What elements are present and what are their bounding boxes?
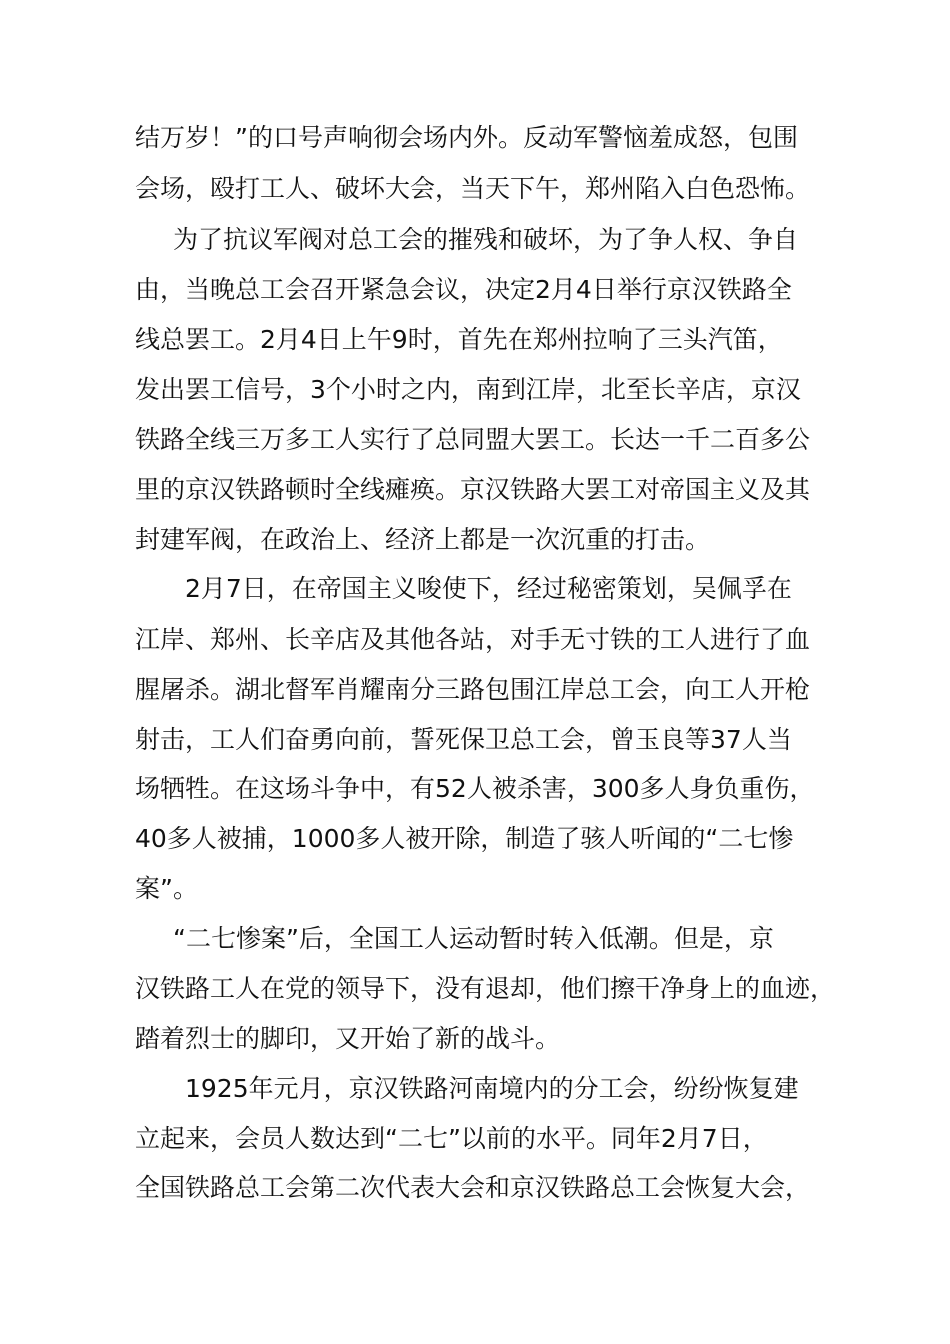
- text-line: 立起来，会员人数达到“二七”以前的水平。同年2月7日，: [135, 1124, 768, 1153]
- text-line: 40多人被捕，1000多人被开除，制造了骇人听闻的“二七惨: [135, 824, 794, 853]
- text-line: 场牺牲。在这场斗争中，有52人被杀害，300多人身负重伤，: [135, 774, 815, 803]
- text-line: 封建军阀，在政治上、经济上都是一次沉重的打击。: [135, 525, 711, 554]
- text-line: 2月7日，在帝国主义唆使下，经过秘密策划，吴佩孚在: [185, 574, 792, 603]
- text-line: “二七惨案”后，全国工人运动暂时转入低潮。但是，京: [173, 924, 774, 953]
- text-line: 射击，工人们奋勇向前，誓死保卫总工会，曾玉良等37人当: [135, 725, 792, 754]
- text-line: 结万岁！”的口号声响彻会场内外。反动军警恼羞成怒，包围: [135, 123, 798, 152]
- text-line: 腥屠杀。湖北督军肖耀南分三路包围江岸总工会，向工人开枪: [135, 675, 811, 704]
- text-line: 里的京汉铁路顿时全线瘫痪。京汉铁路大罢工对帝国主义及其: [135, 475, 811, 504]
- text-line: 案”。: [135, 874, 198, 903]
- text-line: 踏着烈士的脚印，又开始了新的战斗。: [135, 1024, 561, 1053]
- text-line: 江岸、郑州、长辛店及其他各站，对手无寸铁的工人进行了血: [135, 625, 811, 654]
- text-line: 全国铁路总工会第二次代表大会和京汉铁路总工会恢复大会，: [135, 1173, 811, 1202]
- text-line: 汉铁路工人在党的领导下，没有退却，他们擦干净身上的血迹，: [135, 974, 836, 1003]
- text-line: 为了抗议军阀对总工会的摧残和破坏，为了争人权、争自: [173, 225, 799, 254]
- text-line: 线总罢工。2月4日上午9时，首先在郑州拉响了三头汽笛，: [135, 325, 783, 354]
- text-line: 铁路全线三万多工人实行了总同盟大罢工。长达一千二百多公: [135, 425, 811, 454]
- text-line: 1925年元月，京汉铁路河南境内的分工会，纷纷恢复建: [185, 1074, 799, 1103]
- text-line: 会场，殴打工人、破坏大会，当天下午，郑州陷入白色恐怖。: [135, 174, 811, 203]
- text-line: 由，当晚总工会召开紧急会议，决定2月4日举行京汉铁路全: [135, 275, 792, 304]
- text-line: 发出罢工信号，3个小时之内，南到江岸，北至长辛店，京汉: [135, 375, 801, 404]
